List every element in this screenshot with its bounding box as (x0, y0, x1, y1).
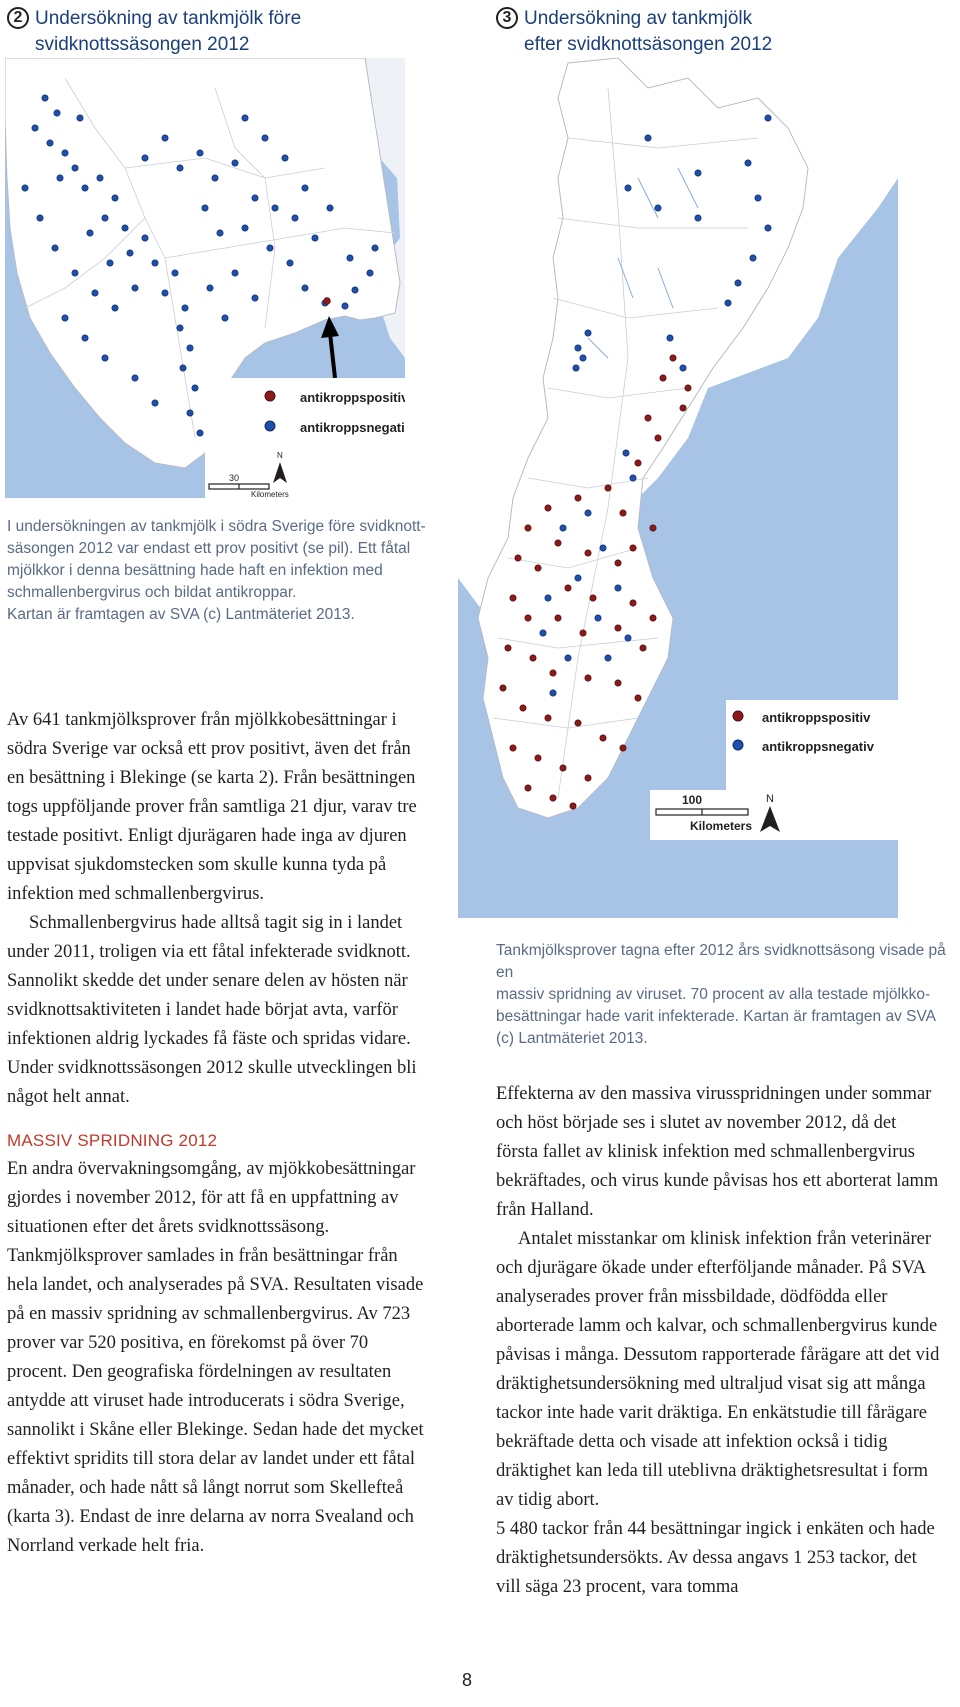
north-arrow-icon (760, 806, 780, 832)
right-column (496, 1080, 941, 1602)
map2-legend-negative-label: antikroppsnegativ (300, 420, 405, 435)
map2-caption-line: Kartan är framtagen av SVA (c) Lantmäteriet 2013. (7, 606, 355, 623)
map3-scale-value: 100 (682, 793, 703, 807)
map3-title-line2: efter svidknottsäsongen 2012 (524, 34, 773, 55)
map2-legend-positive-swatch (265, 391, 275, 401)
left-paragraph-3: En andra övervakningsomgång, av mjökkobesättningar gjordes i november 2012, för att få en uppfattning av situationen efter det årets svidknottssäsong. Tankmjölksprover samlades in från besättningar från hela landet, och analyserades på SVA. Resultaten visade på en massiv spridning av schmallenbergvirus. Av 723 prover var 520 positiva, en förekomst på över 70 procent. Den geografiska fördelningen av resultaten antydde att viruset hade introducerats i södra Sverige, sannolikt i Skåne eller Blekinge. Sedan hade det mycket effektivt spridits till stora delar av landet under ett fåtal månader, och hade nått så långt norrut som Skellefteå (karta 3). Endast de inre delarna av norra Svealand och Norrland verkade helt fria. (7, 1159, 424, 1556)
map2-north-label: N (277, 451, 283, 460)
map3-legend-negative-swatch (733, 740, 743, 750)
map3-scale-bar (656, 809, 748, 815)
map3-north-label: N (766, 793, 774, 805)
map3-caption-line: Tankmjölksprover tagna efter 2012 års svidknottsäsong visade på en (496, 942, 946, 981)
map2-title-line2: svidknottssäsongen 2012 (35, 34, 250, 55)
map2-dots-positive (324, 298, 331, 305)
map3-number-badge: 3 (496, 7, 518, 29)
north-arrow-icon (273, 462, 287, 483)
map2-legend-negative-swatch (265, 421, 275, 431)
left-paragraph-2: Schmallenbergvirus hade alltså tagit sig in i landet under 2011, troligen via ett fåtal infekterade svidknott. Sannolikt skedde det under senare delen av hösten när svidknottsaktiviteten i landet hade börjat avta, varför infektionen aldrig lyckades få fäste och spridas vidare. Under svidknottssäsongen 2012 skulle utvecklingen bli något helt annat. (7, 913, 417, 1107)
map2-title-line1: Undersökning av tankmjölk före (35, 8, 302, 29)
map2-number-badge: 2 (7, 7, 29, 29)
page-number: 8 (462, 1670, 473, 1690)
map3-caption (496, 940, 951, 1050)
map2-caption (7, 516, 427, 626)
map3-caption-line: (c) Lantmäteriet 2013. (496, 1030, 648, 1047)
map3-scale (650, 790, 800, 840)
map2-caption-line: schmallenbergvirus och bildat antikroppar. (7, 584, 297, 601)
section-heading: MASSIV SPRIDNING 2012 (7, 1131, 218, 1150)
map2-caption-line: I undersökningen av tankmjölk i södra Sverige före svidknott- (7, 518, 426, 535)
map2-scale-value: 30 (229, 473, 240, 483)
map2-legend (205, 378, 405, 498)
map2-scale-unit: Kilometers (251, 490, 289, 498)
right-paragraph-3: 5 480 tackor från 44 besättningar ingick i enkäten och hade dräktighetsundersökts. Av dessa angavs 1 253 tackor, det vill säga 23 procent, vara tomma (496, 1519, 935, 1597)
left-column (7, 706, 429, 1561)
map3-caption-line: massiv spridning av viruset. 70 procent av alla testade mjölkko- (496, 986, 931, 1003)
map3-legend-positive-swatch (733, 711, 743, 721)
map2-legend-positive-label: antikroppspositiv (300, 390, 405, 405)
right-paragraph-1: Effekterna av den massiva virusspridningen under sommar och höst började ses i slutet av november 2012, då det första fallet av klinisk infektion med schmallenbergvirus bekräftades, och virus kunde påvisas hos ett aborterat lamm från Halland. (496, 1084, 939, 1220)
map3-legend-negative-label: antikroppsnegativ (762, 739, 874, 754)
map2-scale-bar (209, 484, 269, 489)
map3-scale-unit: Kilometers (690, 819, 753, 833)
map3-title-line1: Undersökning av tankmjölk (524, 8, 753, 29)
right-paragraph-2: Antalet misstankar om klinisk infektion från veterinärer och djurägare ökade under efterföljande månader. På SVA analyserades prover från missbildade, dödfödda eller aborterade lamm och kalvar, och schmallenbergvirus kunde påvisas i många. Dessutom rapporterade fårägare att det vid dräktighetsundersökning med ultraljud visat sig att många tackor inte hade varit dräktiga. En enkätstudie till fårägare bekräftade detta och visade att infektion också i tidig dräktighet kan leda till uteblivna dräktighetsresultat i form av tidig abort. (496, 1229, 940, 1510)
map2-caption-line: säsongen 2012 var endast ett prov positivt (se pil). Ett fåtal (7, 540, 411, 557)
map3-legend-positive-label: antikroppspositiv (762, 710, 871, 725)
map2-caption-line: mjölkkor i denna besättning hade haft en infektion med (7, 562, 383, 579)
map2-title (7, 6, 427, 58)
map3-title (496, 6, 916, 58)
map3-caption-line: besättningar hade varit infekterade. Kartan är framtagen av SVA (496, 1008, 936, 1025)
left-paragraph-1: Av 641 tankmjölksprover från mjölkkobesättningar i södra Sverige var också ett prov positivt, även det från en besättning i Blekinge (se karta 2). Från besättningen togs uppföljande prover från samtliga 21 djur, varav tre testade positivt. Enligt djurägaren hade inga av djuren uppvisat sjukdomstecken som skulle kunna tyda på infektion med schmallenbergvirus. (7, 710, 417, 904)
